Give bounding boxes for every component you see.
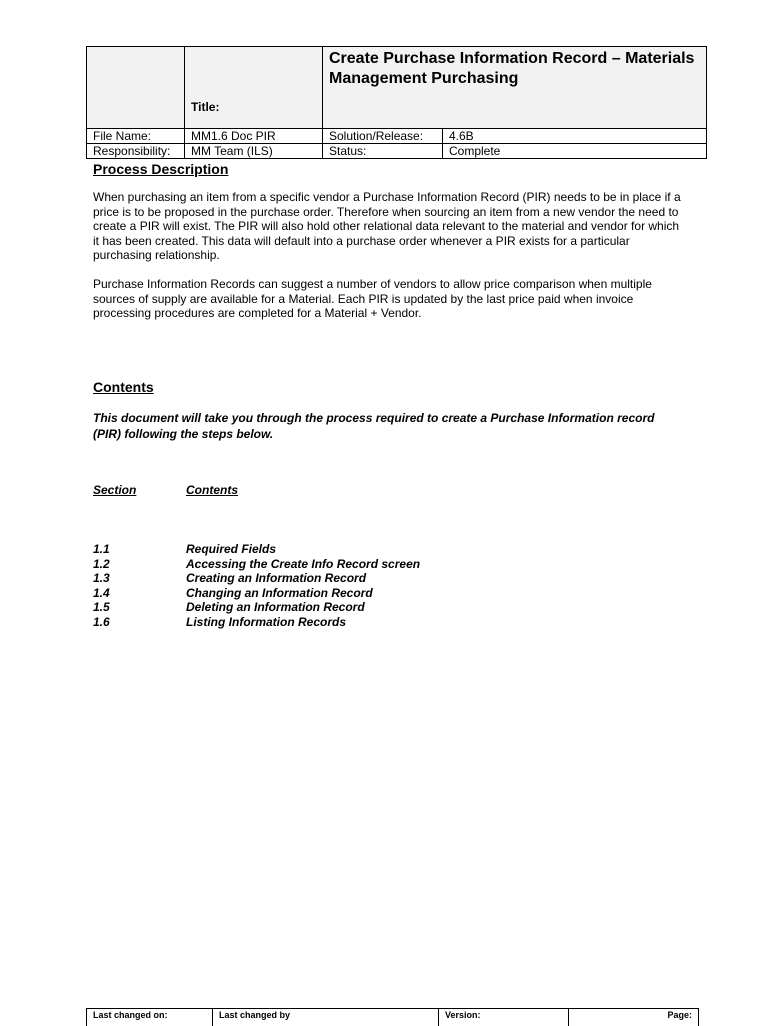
toc-item-label: Required Fields <box>186 542 276 557</box>
toc-item-number: 1.3 <box>93 571 186 586</box>
responsibility-label: Responsibility: <box>87 144 185 159</box>
file-name-label: File Name: <box>87 129 185 144</box>
toc-item-number: 1.2 <box>93 557 186 572</box>
document-footer-table <box>86 1008 699 1026</box>
toc-item <box>93 615 420 630</box>
toc-item <box>93 542 420 557</box>
contents-intro: This document will take you through the process required to create a Purchase Information record (PIR) following the steps below. <box>93 410 683 442</box>
footer-version: Version: <box>439 1009 569 1026</box>
toc-contents-header: Contents <box>186 483 238 497</box>
process-description-paragraph-2: Purchase Information Records can suggest a number of vendors to allow price comparison when multiple sources of supply are available for a Material. Each PIR is updated by the last price paid when invoice processing procedures are completed for a Material + Vendor. <box>93 277 683 321</box>
footer-last-changed-on: Last changed on: <box>87 1009 213 1026</box>
solution-value: 4.6B <box>443 129 707 144</box>
header-logo-cell <box>87 47 185 129</box>
toc-section-header: Section <box>93 483 136 497</box>
toc-item-label: Deleting an Information Record <box>186 600 365 615</box>
toc-item-label: Listing Information Records <box>186 615 346 630</box>
solution-label: Solution/Release: <box>323 129 443 144</box>
footer-last-changed-by: Last changed by <box>213 1009 439 1026</box>
toc-item-number: 1.1 <box>93 542 186 557</box>
toc-item-number: 1.6 <box>93 615 186 630</box>
contents-heading: Contents <box>93 379 154 395</box>
toc-item-label: Creating an Information Record <box>186 571 366 586</box>
document-header-table <box>86 46 707 159</box>
toc-item-label: Accessing the Create Info Record screen <box>186 557 420 572</box>
status-label: Status: <box>323 144 443 159</box>
toc-item <box>93 586 420 601</box>
footer-page: Page: <box>569 1009 699 1026</box>
document-title: Create Purchase Information Record – Materials Management Purchasing <box>323 47 707 129</box>
toc-item-label: Changing an Information Record <box>186 586 373 601</box>
process-description-paragraph-1: When purchasing an item from a specific vendor a Purchase Information Record (PIR) needs to be in place if a price is to be proposed in the purchase order. Therefore when sourcing an item from a new vendor the need to create a PIR will exist. The PIR will also hold other relational data relevant to the material and vendor for which it has been created. This data will default into a purchase order whenever a PIR exists for a particular purchasing relationship. <box>93 190 683 263</box>
toc-item-number: 1.4 <box>93 586 186 601</box>
toc-item-number: 1.5 <box>93 600 186 615</box>
process-description-heading: Process Description <box>93 161 228 177</box>
responsibility-value: MM Team (ILS) <box>185 144 323 159</box>
status-value: Complete <box>443 144 707 159</box>
toc-item <box>93 571 420 586</box>
toc-item <box>93 600 420 615</box>
toc-list <box>93 542 420 630</box>
title-label: Title: <box>185 47 323 129</box>
file-name-value: MM1.6 Doc PIR <box>185 129 323 144</box>
toc-item <box>93 557 420 572</box>
